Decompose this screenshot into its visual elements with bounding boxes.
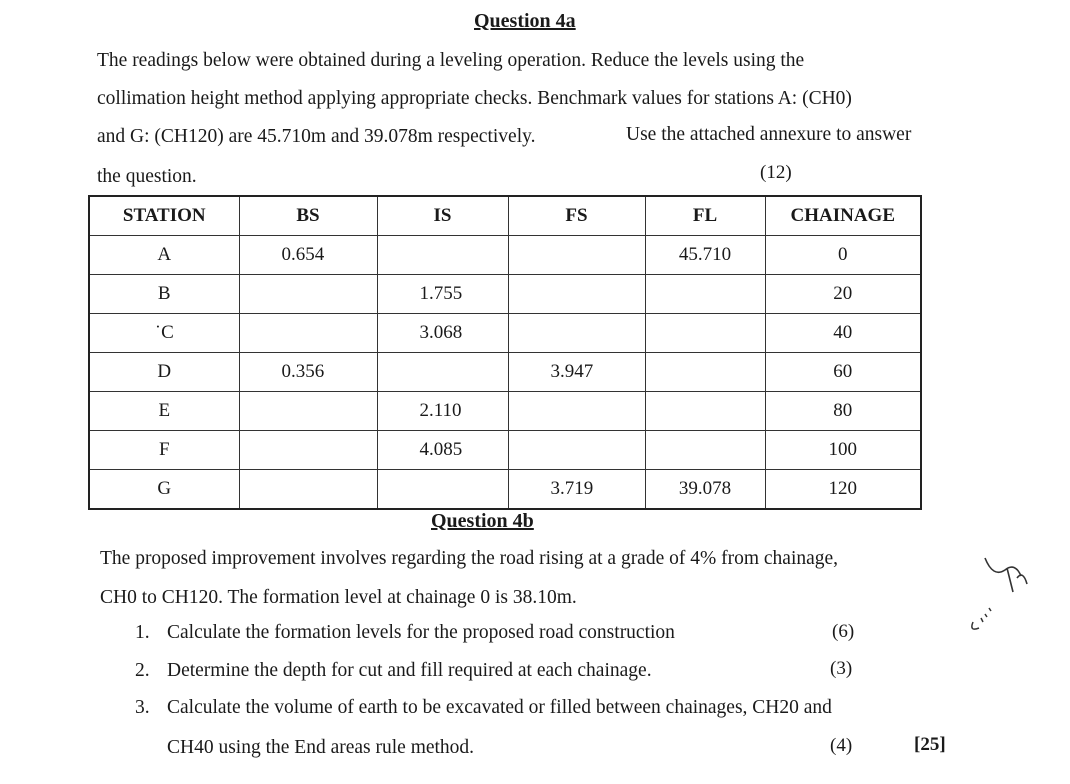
header-is: IS (377, 196, 508, 236)
cell-bs (239, 392, 377, 431)
cell-chainage: 80 (765, 392, 921, 431)
q4a-line-3: and G: (CH120) are 45.710m and 39.078m respectively. (97, 126, 536, 147)
q4a-line-3b: Use the attached annexure to answer (626, 124, 912, 145)
cell-is (377, 470, 508, 510)
cell-chainage: 60 (765, 353, 921, 392)
cell-chainage: 20 (765, 275, 921, 314)
item-marks: (6) (832, 621, 855, 642)
header-chainage: CHAINAGE (765, 196, 921, 236)
cell-fs: 3.947 (508, 353, 645, 392)
cell-is: 2.110 (377, 392, 508, 431)
item-marks: (3) (830, 658, 853, 679)
cell-fs (508, 431, 645, 470)
cell-fs (508, 236, 645, 275)
cell-bs: 0.356 (239, 353, 377, 392)
cell-station: D (89, 353, 239, 392)
cell-is: 4.085 (377, 431, 508, 470)
cell-bs (239, 431, 377, 470)
cell-fl (645, 275, 765, 314)
header-fs: FS (508, 196, 645, 236)
q4a-line-1: The readings below were obtained during a leveling operation. Reduce the levels using the (97, 50, 805, 71)
q4b-title: Question 4b (431, 510, 534, 532)
header-fl: FL (645, 196, 765, 236)
cell-chainage: 120 (765, 470, 921, 510)
q4b-line-1: The proposed improvement involves regarding the road rising at a grade of 4% from chainage, (100, 548, 839, 569)
cell-fl: 39.078 (645, 470, 765, 510)
cell-is (377, 353, 508, 392)
cell-fs (508, 392, 645, 431)
cell-chainage: 100 (765, 431, 921, 470)
total-marks: [25] (914, 734, 946, 755)
item-number: 3. (135, 697, 150, 718)
cell-station: G (89, 470, 239, 510)
cell-fs (508, 314, 645, 353)
q4a-marks: (12) (760, 162, 792, 183)
cell-bs: 0.654 (239, 236, 377, 275)
cell-station: A (89, 236, 239, 275)
item-number: 2. (135, 660, 150, 681)
header-bs: BS (239, 196, 377, 236)
handwritten-signature (965, 548, 1035, 638)
cell-fl (645, 353, 765, 392)
table-row (89, 392, 921, 431)
table-row (89, 314, 921, 353)
leveling-table (88, 195, 922, 510)
cell-station: ˙C (89, 314, 239, 353)
cell-station: E (89, 392, 239, 431)
list-item (135, 660, 652, 682)
cell-bs (239, 470, 377, 510)
item-text: CH40 using the End areas rule method. (167, 737, 475, 758)
cell-fl (645, 314, 765, 353)
table-row (89, 431, 921, 470)
cell-fl (645, 392, 765, 431)
q4a-title: Question 4a (474, 10, 576, 32)
q4b-line-2: CH0 to CH120. The formation level at chainage 0 is 38.10m. (100, 587, 577, 608)
cell-station: F (89, 431, 239, 470)
cell-bs (239, 275, 377, 314)
list-item (135, 622, 675, 644)
cell-fs: 3.719 (508, 470, 645, 510)
item-text: Determine the depth for cut and fill required at each chainage. (167, 660, 652, 681)
table-header-row (89, 196, 921, 236)
cell-fs (508, 275, 645, 314)
cell-is: 3.068 (377, 314, 508, 353)
cell-fl (645, 431, 765, 470)
list-item (135, 737, 474, 759)
table-row (89, 353, 921, 392)
table-row (89, 470, 921, 510)
item-text: Calculate the formation levels for the proposed road construction (167, 622, 675, 643)
list-item (135, 697, 832, 719)
q4a-line-4: the question. (97, 166, 197, 187)
item-marks: (4) (830, 735, 853, 756)
item-text: Calculate the volume of earth to be excavated or filled between chainages, CH20 and (167, 697, 832, 718)
table-row (89, 275, 921, 314)
header-station: STATION (89, 196, 239, 236)
cell-fl: 45.710 (645, 236, 765, 275)
q4a-line-2: collimation height method applying appropriate checks. Benchmark values for stations A: (CH0) (97, 88, 852, 109)
cell-chainage: 0 (765, 236, 921, 275)
table-row (89, 236, 921, 275)
cell-bs (239, 314, 377, 353)
item-number: 1. (135, 622, 150, 643)
cell-station: B (89, 275, 239, 314)
cell-chainage: 40 (765, 314, 921, 353)
cell-is: 1.755 (377, 275, 508, 314)
cell-is (377, 236, 508, 275)
